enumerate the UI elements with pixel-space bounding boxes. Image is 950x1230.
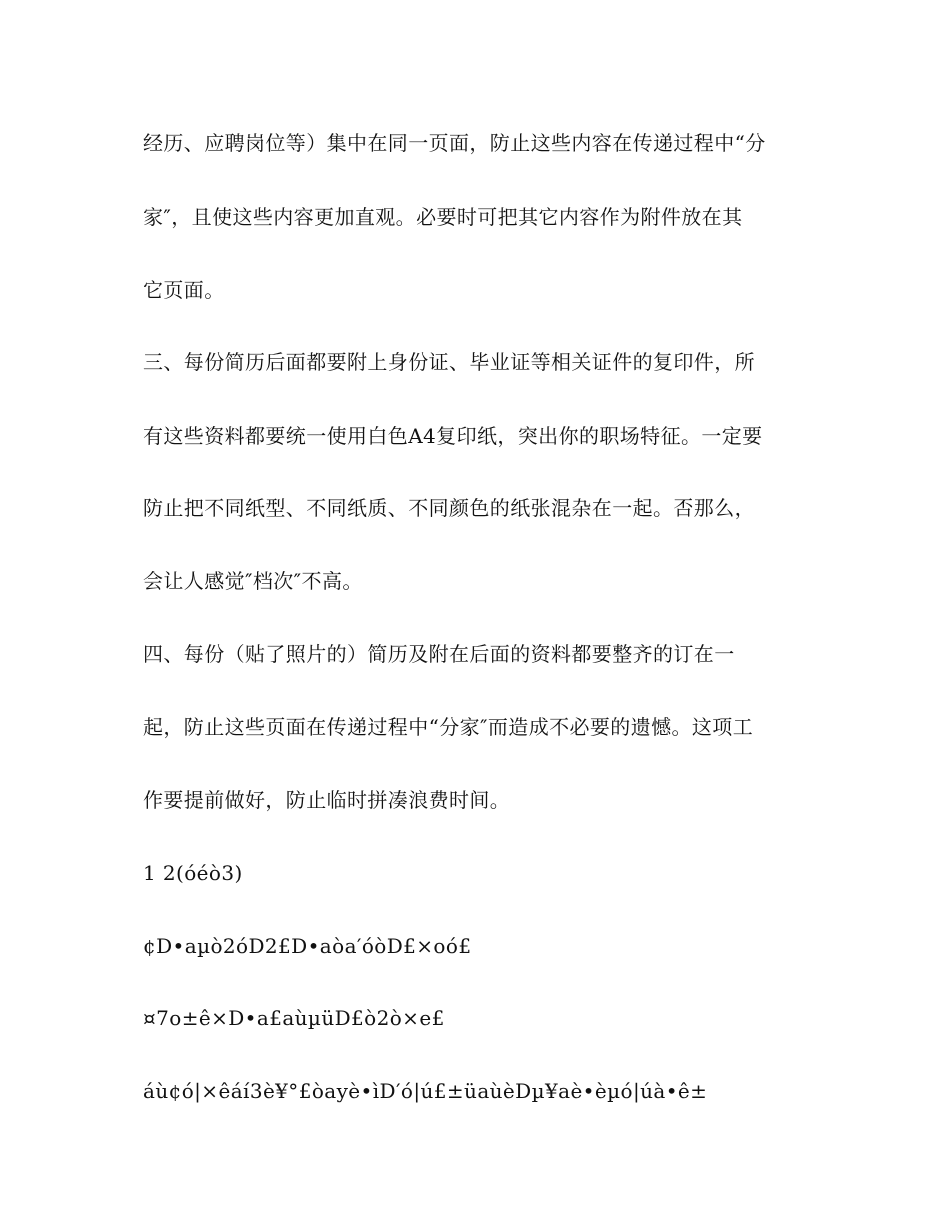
- text-line: ¤7o±ê×D•a£aùµüD£ò2ò×e£: [143, 1006, 445, 1030]
- text-line: 会让人感觉″档次″不高。: [143, 569, 363, 593]
- text-line: 三、每份简历后面都要附上身份证、毕业证等相关证件的复印件，所: [143, 350, 755, 374]
- text-line: 防止把不同纸型、不同纸质、不同颜色的纸张混杂在一起。否那么，: [143, 496, 755, 520]
- text-line: 四、每份（贴了照片的）简历及附在后面的资料都要整齐的订在一: [143, 642, 735, 666]
- text-line: 经历、应聘岗位等）集中在同一页面，防止这些内容在传递过程中“分: [143, 131, 766, 155]
- text-line: 有这些资料都要统一使用白色A4复印纸，突出你的职场特征。一定要: [143, 424, 763, 448]
- text-line: 起，防止这些页面在传递过程中“分家″而造成不必要的遗憾。这项工: [143, 715, 754, 739]
- text-line: 它页面。: [143, 278, 225, 302]
- text-line: ¢D•aµò2óD2£D•aòa′óòD£×oó£: [143, 934, 472, 958]
- text-line: 1 2(óéò3): [143, 861, 243, 885]
- text-line: 家″，且使这些内容更加直观。必要时可把其它内容作为附件放在其: [143, 205, 743, 229]
- text-line: áù¢ó|×êáí3è¥°£òayè•ìD′ó|ú£±üaùèDµ¥aè•èµó|úà•ê±: [143, 1079, 708, 1103]
- text-line: 作要提前做好，防止临时拼凑浪费时间。: [143, 788, 511, 812]
